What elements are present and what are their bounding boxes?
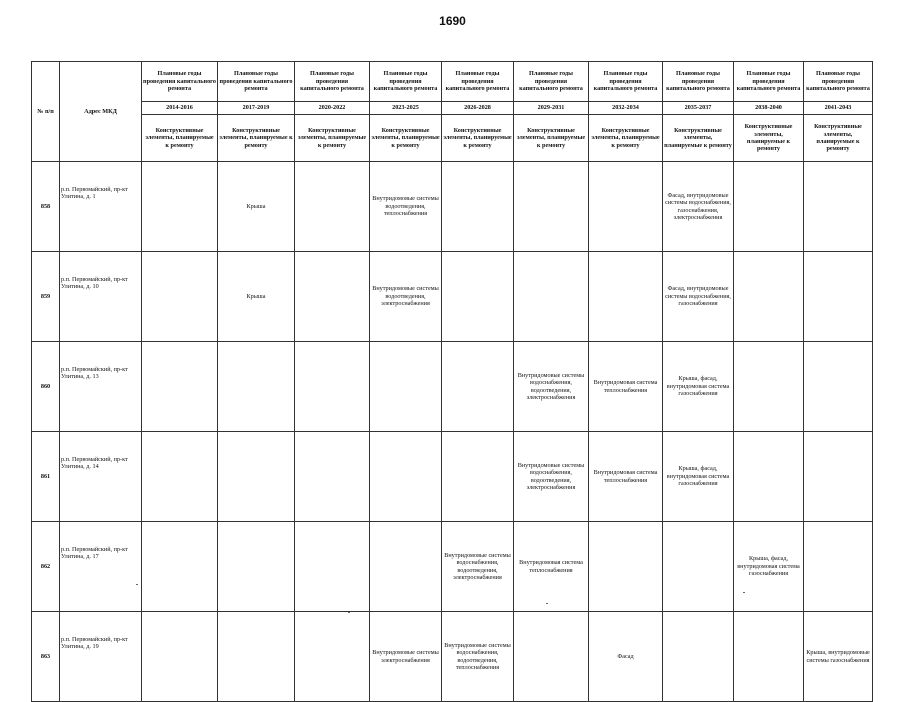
table-header: [32, 62, 873, 162]
header-elements: Конструктивные элементы, планируемые к ремонту: [370, 115, 442, 162]
table-row: [32, 522, 873, 612]
row-cell: Крыша, фасад, внутридомовая система газоснабжения: [734, 522, 804, 612]
row-cell: [370, 432, 442, 522]
row-cell: [142, 162, 218, 252]
row-cell: Внутридомовые системы водоотведения, теплоснабжения: [370, 162, 442, 252]
row-cell: [295, 342, 370, 432]
row-cell: Внутридомовая система теплоснабжения: [514, 522, 589, 612]
row-cell: [218, 612, 295, 702]
header-plan-years: Плановые годы проведения капитального ремонта: [589, 62, 663, 102]
header-elements: Конструктивные элементы, планируемые к ремонту: [734, 115, 804, 162]
header-plan-years: Плановые годы проведения капитального ремонта: [218, 62, 295, 102]
header-elements: Конструктивные элементы, планируемые к ремонту: [142, 115, 218, 162]
row-cell: [295, 612, 370, 702]
header-period: 2041-2043: [804, 102, 873, 115]
table-row: [32, 162, 873, 252]
row-number: 859: [32, 252, 60, 342]
row-cell: Крыша: [218, 162, 295, 252]
row-address: р.п. Первомайский, пр-кт Улитина, д. 17: [60, 522, 142, 612]
row-cell: [442, 432, 514, 522]
row-number: 858: [32, 162, 60, 252]
row-cell: [589, 522, 663, 612]
row-cell: [218, 342, 295, 432]
header-period: 2020-2022: [295, 102, 370, 115]
table-body: [32, 162, 873, 702]
header-plan-years: Плановые годы проведения капитального ремонта: [734, 62, 804, 102]
header-elements: Конструктивные элементы, планируемые к ремонту: [804, 115, 873, 162]
row-cell: Внутридомовые системы водоотведения, электроснабжения: [370, 252, 442, 342]
row-cell: [589, 162, 663, 252]
header-address: Адрес МКД: [60, 62, 142, 162]
row-cell: [514, 252, 589, 342]
header-row-plan: [32, 62, 873, 102]
row-cell: Внутридомовая система теплоснабжения: [589, 342, 663, 432]
header-period: 2014-2016: [142, 102, 218, 115]
row-cell: Внутридомовые системы водоснабжения, водоотведения, теплоснабжения: [442, 612, 514, 702]
row-cell: [370, 342, 442, 432]
row-cell: [804, 342, 873, 432]
row-cell: Внутридомовые системы электроснабжения: [370, 612, 442, 702]
row-cell: [663, 522, 734, 612]
header-plan-years: Плановые годы проведения капитального ремонта: [663, 62, 734, 102]
row-cell: [514, 612, 589, 702]
header-plan-years: Плановые годы проведения капитального ремонта: [142, 62, 218, 102]
row-cell: Фасад: [589, 612, 663, 702]
header-elements: Конструктивные элементы, планируемые к ремонту: [514, 115, 589, 162]
row-address: р.п. Первомайский, пр-кт Улитина, д. 13: [60, 342, 142, 432]
row-cell: [295, 432, 370, 522]
page-number: 1690: [439, 14, 466, 28]
row-cell: Внутридомовые системы водоснабжения, водоотведения, электроснабжения: [442, 522, 514, 612]
row-cell: [663, 612, 734, 702]
header-plan-years: Плановые годы проведения капитального ремонта: [514, 62, 589, 102]
row-cell: [218, 522, 295, 612]
row-cell: Внутридомовая система теплоснабжения: [589, 432, 663, 522]
row-address: р.п. Первомайский, пр-кт Улитина, д. 1: [60, 162, 142, 252]
row-cell: Внутридомовые системы водоснабжения, водоотведения, электроснабжения: [514, 342, 589, 432]
row-cell: [804, 432, 873, 522]
row-cell: [804, 522, 873, 612]
header-elements: Конструктивные элементы, планируемые к ремонту: [589, 115, 663, 162]
header-num: № п/п: [32, 62, 60, 162]
header-elements: Конструктивные элементы, планируемые к ремонту: [442, 115, 514, 162]
row-cell: [142, 432, 218, 522]
row-cell: [218, 432, 295, 522]
table-row: [32, 612, 873, 702]
header-period: 2032-2034: [589, 102, 663, 115]
header-plan-years: Плановые годы проведения капитального ремонта: [295, 62, 370, 102]
header-period: 2023-2025: [370, 102, 442, 115]
row-cell: [442, 252, 514, 342]
header-period: 2035-2037: [663, 102, 734, 115]
row-cell: [370, 522, 442, 612]
row-cell: [295, 252, 370, 342]
row-cell: [295, 162, 370, 252]
row-cell: [442, 162, 514, 252]
header-row-elements: [32, 115, 873, 162]
row-number: 862: [32, 522, 60, 612]
header-elements: Конструктивные элементы, планируемые к ремонту: [663, 115, 734, 162]
row-address: р.п. Первомайский, пр-кт Улитина, д. 10: [60, 252, 142, 342]
row-cell: [734, 612, 804, 702]
row-cell: [734, 432, 804, 522]
row-cell: [804, 252, 873, 342]
row-cell: Крыша, внутридомовые системы газоснабжения: [804, 612, 873, 702]
header-row-periods: [32, 102, 873, 115]
header-plan-years: Плановые годы проведения капитального ремонта: [804, 62, 873, 102]
row-cell: [734, 342, 804, 432]
row-cell: [734, 252, 804, 342]
header-period: 2026-2028: [442, 102, 514, 115]
row-address: р.п. Первомайский, пр-кт Улитина, д. 14: [60, 432, 142, 522]
header-period: 2029-2031: [514, 102, 589, 115]
row-cell: Крыша, фасад, внутридомовая система газоснабжения: [663, 342, 734, 432]
row-number: 863: [32, 612, 60, 702]
row-cell: [734, 162, 804, 252]
header-elements: Конструктивные элементы, планируемые к ремонту: [295, 115, 370, 162]
row-cell: [442, 342, 514, 432]
row-cell: Внутридомовые системы водоснабжения, водоотведения, электроснабжения: [514, 432, 589, 522]
row-cell: Фасад, внутридомовые системы водоснабжения, газоснабжения: [663, 252, 734, 342]
header-period: 2038-2040: [734, 102, 804, 115]
row-cell: [142, 612, 218, 702]
row-cell: Крыша: [218, 252, 295, 342]
table-row: [32, 252, 873, 342]
row-cell: [514, 162, 589, 252]
row-cell: [804, 162, 873, 252]
row-cell: Крыша, фасад, внутридомовая система газоснабжения: [663, 432, 734, 522]
row-cell: [142, 522, 218, 612]
header-period: 2017-2019: [218, 102, 295, 115]
row-cell: [589, 252, 663, 342]
header-plan-years: Плановые годы проведения капитального ремонта: [370, 62, 442, 102]
row-number: 861: [32, 432, 60, 522]
row-number: 860: [32, 342, 60, 432]
header-plan-years: Плановые годы проведения капитального ремонта: [442, 62, 514, 102]
header-elements: Конструктивные элементы, планируемые к ремонту: [218, 115, 295, 162]
table-row: [32, 342, 873, 432]
row-cell: [142, 252, 218, 342]
row-cell: [142, 342, 218, 432]
row-cell: [295, 522, 370, 612]
row-address: р.п. Первомайский, пр-кт Улитина, д. 19: [60, 612, 142, 702]
capital-repair-table: [31, 61, 873, 702]
row-cell: Фасад, внутридомовые системы водоснабжения, газоснабжения, электроснабжения: [663, 162, 734, 252]
table-row: [32, 432, 873, 522]
